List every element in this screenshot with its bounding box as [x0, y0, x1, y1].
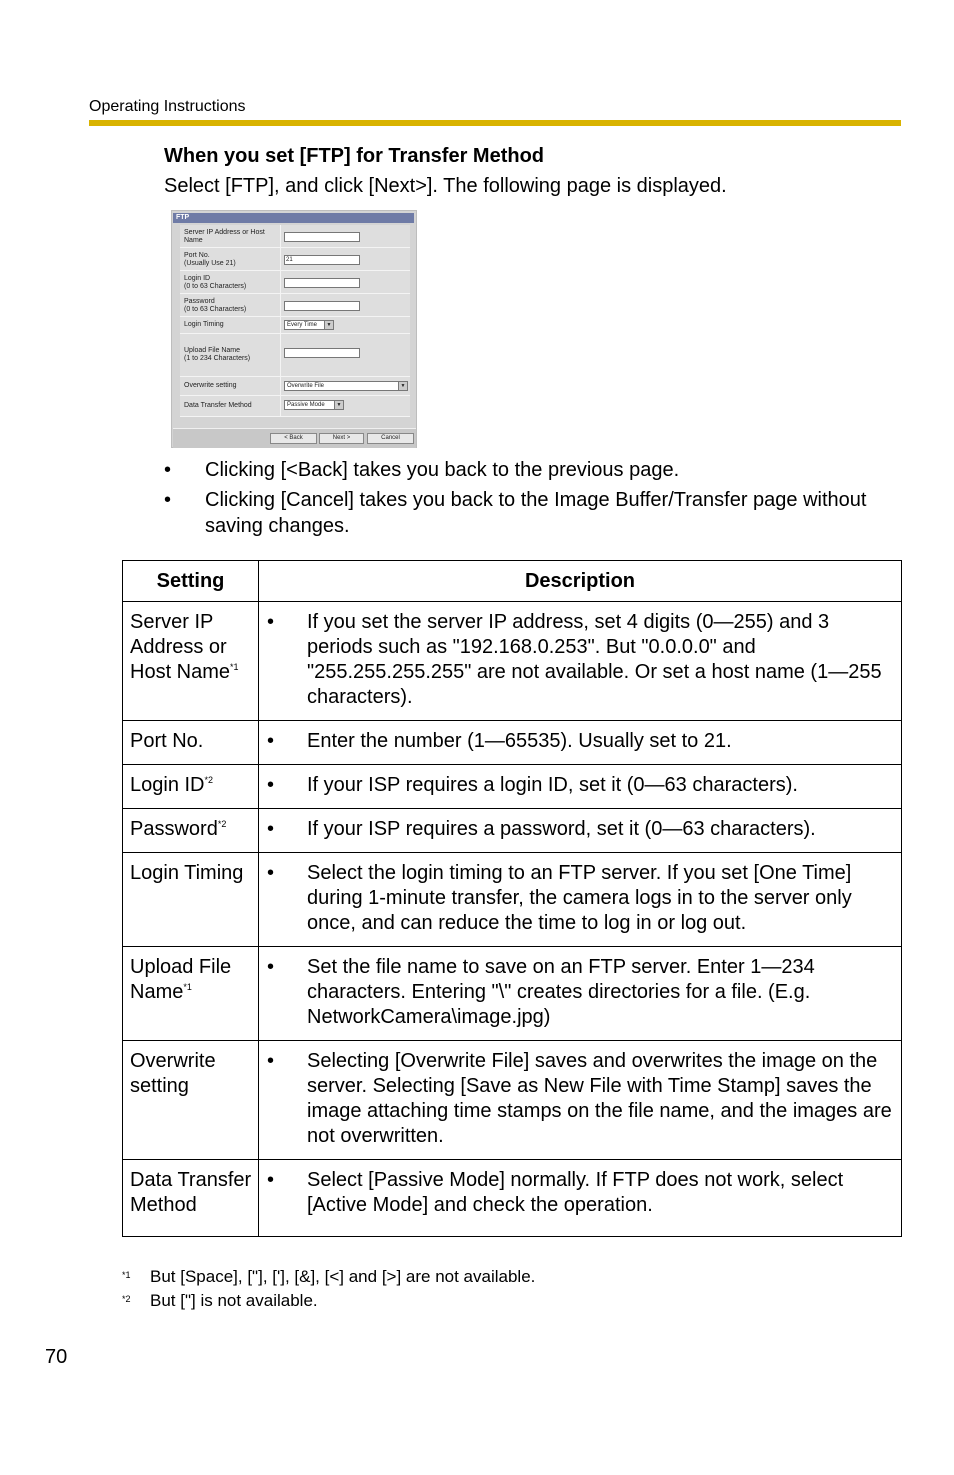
- table-row: [123, 1041, 902, 1160]
- footnote-ref: *2: [204, 775, 214, 785]
- setting-cell: [123, 602, 259, 721]
- setting-cell: [123, 765, 259, 809]
- description-text: Selecting [Overwrite File] saves and overwrites the image on the server. Selecting [Save as New File with Time Stamp] saves the image attaching time stamps on the file name, and the images are not overwritten.: [307, 1050, 892, 1147]
- chevron-down-icon: ▼: [398, 382, 407, 390]
- settings-table: [122, 560, 902, 1237]
- description-text: If you set the server IP address, set 4 digits (0—255) and 3 periods such as "192.168.0.253". But "0.0.0.0" and "255.255.255.255" are not available. Or set a host name (1—255 characters).: [307, 611, 882, 708]
- footnote-ref: *2: [217, 819, 227, 829]
- description-text: Enter the number (1—65535). Usually set to 21.: [307, 730, 732, 752]
- running-header: Operating Instructions: [89, 98, 246, 115]
- ftp-transfer-method-value: Passive Mode: [287, 402, 325, 408]
- setting-column-header: Setting: [123, 561, 259, 602]
- ftp-row-upload-name: [180, 334, 410, 377]
- setting-name: Password: [130, 818, 218, 840]
- chevron-down-icon: ▼: [324, 321, 333, 329]
- description-cell: • If you set the server IP address, set 4 digits (0—255) and 3 periods such as "192.168.0.253". But "0.0.0.0" and "255.255.255.255" are not available. Or set a host name (1—255 characters).: [259, 602, 902, 721]
- table-header-row: [123, 561, 902, 602]
- header-rule: [89, 120, 901, 126]
- setting-name: Upload File Name: [130, 956, 232, 1003]
- ftp-label-server: Server IP Address or Host Name: [184, 229, 265, 244]
- description-text: If your ISP requires a password, set it (0—63 characters).: [307, 818, 816, 840]
- setting-name: Port No.: [130, 730, 204, 752]
- description-cell: • Select the login timing to an FTP server. If you set [One Time] during 1-minute transfer, the camera logs in to the server only once, and can reduce the time to log in or log out.: [259, 853, 902, 947]
- ftp-login-timing-value: Every Time: [287, 322, 318, 328]
- ftp-label-transfer-method: Data Transfer Method: [184, 402, 252, 409]
- table-row: [123, 853, 902, 947]
- setting-name: Server IP Address or Host Name: [130, 611, 231, 683]
- setting-name: Data Transfer Method: [130, 1169, 252, 1216]
- ftp-label-overwrite: Overwrite setting: [184, 382, 237, 389]
- table-row: [123, 947, 902, 1041]
- description-text: If your ISP requires a login ID, set it (0—63 characters).: [307, 774, 798, 796]
- description-cell: • If your ISP requires a login ID, set it (0—63 characters).: [259, 765, 902, 809]
- ftp-row-server: [180, 225, 410, 248]
- setting-cell: [123, 1160, 259, 1237]
- table-row: [123, 721, 902, 765]
- setting-cell: [123, 1041, 259, 1160]
- ftp-overwrite-select[interactable]: [284, 381, 408, 391]
- setting-name: Overwrite setting: [130, 1050, 216, 1097]
- setting-name: Login Timing: [130, 862, 244, 884]
- description-text: Select [Passive Mode] normally. If FTP does not work, select [Active Mode] and check the operation.: [307, 1169, 844, 1216]
- footnote-text: But [Space], ["], ['], [&], [<] and [>] are not available.: [150, 1267, 536, 1286]
- bullet-dot: •: [164, 459, 172, 481]
- footnote-ref: *1: [230, 662, 239, 672]
- footnote-mark: *1: [122, 1270, 131, 1280]
- description-column-header: Description: [259, 561, 902, 602]
- intro-text: Select [FTP], and click [Next>]. The following page is displayed.: [164, 175, 727, 197]
- description-cell: • If your ISP requires a password, set it (0—63 characters).: [259, 809, 902, 853]
- ftp-label-login-id: Login ID (0 to 63 Characters): [184, 275, 247, 290]
- ftp-label-upload-name: Upload File Name (1 to 234 Characters): [184, 347, 251, 362]
- setting-name: Login ID: [130, 774, 205, 796]
- setting-cell: [123, 853, 259, 947]
- ftp-row-password: [180, 294, 410, 317]
- ftp-login-timing-select[interactable]: [284, 320, 334, 330]
- description-text: Select the login timing to an FTP server. If you set [One Time] during 1-minute transfer, the camera logs in to the server only once, and can reduce the time to log in or log out.: [307, 862, 852, 934]
- bullet-cancel-text: Clicking [Cancel] takes you back to the Image Buffer/Transfer page without saving changes.: [205, 489, 867, 537]
- description-cell: • Select [Passive Mode] normally. If FTP does not work, select [Active Mode] and check the operation.: [259, 1160, 902, 1237]
- ftp-row-overwrite: [180, 377, 410, 396]
- ftp-server-input[interactable]: [284, 232, 360, 242]
- ftp-label-port: Port No. (Usually Use 21): [184, 252, 236, 267]
- table-row: [123, 765, 902, 809]
- ftp-settings-screenshot: [171, 210, 417, 448]
- ftp-login-id-input[interactable]: [284, 278, 360, 288]
- ftp-label-login-timing: Login Timing: [184, 321, 224, 328]
- ftp-row-port: [180, 248, 410, 271]
- ftp-label-password: Password (0 to 63 Characters): [184, 298, 247, 313]
- ftp-transfer-method-select[interactable]: [284, 400, 344, 410]
- description-cell: • Set the file name to save on an FTP server. Enter 1—234 characters. Entering "\" creates directories for a file. (E.g. NetworkCamera\image.jpg): [259, 947, 902, 1041]
- description-cell: • Selecting [Overwrite File] saves and overwrites the image on the server. Selecting [Save as New File with Time Stamp] saves the image attaching time stamps on the file name, and the images are not overwritten.: [259, 1041, 902, 1160]
- setting-cell: [123, 809, 259, 853]
- ftp-row-transfer-method: [180, 396, 410, 417]
- table-row: [123, 602, 902, 721]
- footnote-mark: *2: [122, 1294, 131, 1304]
- ftp-panel-title: FTP: [173, 213, 414, 223]
- ftp-back-button[interactable]: < Back: [270, 433, 317, 444]
- ftp-row-login-id: [180, 271, 410, 294]
- ftp-upload-name-input[interactable]: [284, 348, 360, 358]
- ftp-next-button[interactable]: Next >: [319, 433, 364, 444]
- table-row: [123, 809, 902, 853]
- page-number: 70: [45, 1346, 68, 1368]
- description-text: Set the file name to save on an FTP server. Enter 1—234 characters. Entering "\" creates directories for a file. (E.g. NetworkCamera\image.jpg): [307, 956, 815, 1028]
- section-heading: When you set [FTP] for Transfer Method: [164, 145, 545, 167]
- bullet-dot: •: [164, 489, 172, 511]
- footnote-text: But ["] is not available.: [150, 1291, 318, 1310]
- ftp-port-input[interactable]: 21: [284, 255, 360, 265]
- ftp-row-login-timing: [180, 317, 410, 334]
- ftp-password-input[interactable]: [284, 301, 360, 311]
- table-row: [123, 1160, 902, 1237]
- ftp-button-bar: [173, 428, 416, 448]
- setting-cell: [123, 721, 259, 765]
- footnote-ref: *1: [183, 982, 192, 992]
- bullet-back-text: Clicking [<Back] takes you back to the previous page.: [205, 459, 680, 481]
- setting-cell: [123, 947, 259, 1041]
- ftp-overwrite-value: Overwrite File: [287, 383, 325, 389]
- description-cell: • Enter the number (1—65535). Usually set to 21.: [259, 721, 902, 765]
- chevron-down-icon: ▼: [334, 401, 343, 409]
- ftp-cancel-button[interactable]: Cancel: [367, 433, 414, 444]
